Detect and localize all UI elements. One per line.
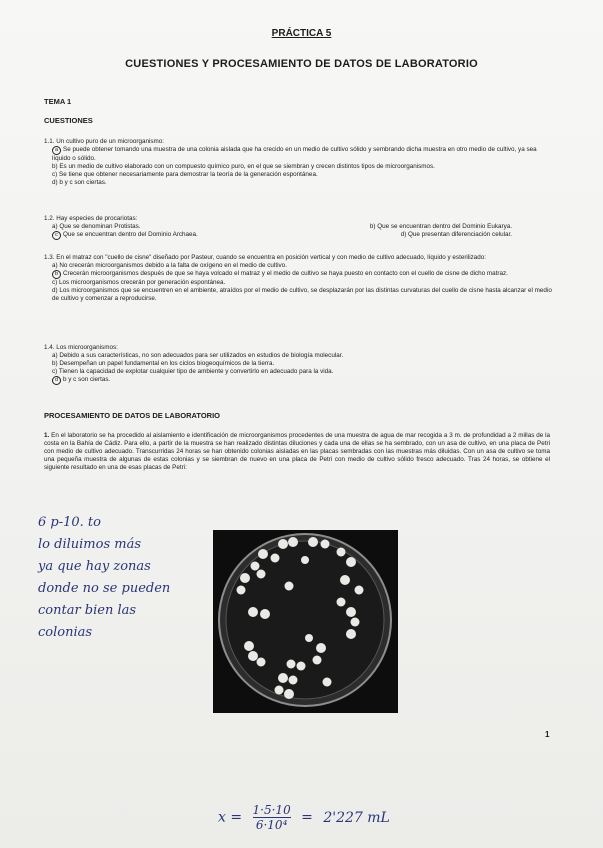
formula-numerator: 1·5·10 <box>252 803 291 817</box>
handwritten-formula <box>218 803 390 832</box>
question-stem: 1.4. Los microorganismos: <box>44 344 118 351</box>
handwritten-line: ya que hay zonas <box>38 559 151 574</box>
option-c: c Que se encuentran dentro del Dominio Archaea. <box>52 231 198 240</box>
handwritten-line: colonias <box>38 625 93 640</box>
page-subtitle: CUESTIONES Y PROCESAMIENTO DE DATOS DE LABORATORIO <box>125 58 478 70</box>
petri-dish-photo <box>213 530 398 713</box>
cuestiones-heading: CUESTIONES <box>44 116 93 125</box>
option-a: a) Que se denominan Protistas. <box>52 223 141 230</box>
question-stem: 1.3. En el matraz con "cuello de cisne" diseñado por Pasteur, cuando se encuentra en posición vertical y con medio de cultivo adecuado, líquido y esterilizado: <box>44 254 487 261</box>
petri-dish-illustration <box>213 530 398 713</box>
handwritten-line: lo diluimos más <box>38 537 141 552</box>
formula-result: 2'227 mL <box>323 809 390 826</box>
question-1-4 <box>44 344 552 385</box>
formula-left: x = <box>218 809 243 826</box>
question-1-2 <box>44 215 552 240</box>
option-b: b Crecerán microorganismos después de que se haya volcado el matraz y el medio de cultivo se haya puesto en contacto con el cuello de cisne de dicho matraz. <box>44 270 552 279</box>
question-1-3 <box>44 254 552 303</box>
option-d: d) Los microorganismos que se encuentren en el ambiente, atraídos por el medio de cultivo, se desplazarán por las distintas curvaturas del cuello de cisne hasta alcanzar el medio de cultivo y comenzar a reproducirse. <box>52 287 552 302</box>
question-stem: 1.2. Hay especies de procariotas: <box>44 215 138 222</box>
answer-circle: a <box>52 146 61 155</box>
option-a: a Se puede obtener tomando una muestra de una colonia aislada que ha crecido en un medio de cultivo sólido y sembrando dicha muestra en otro medio de cultivo, ya sea líquido o sólido. <box>52 146 537 162</box>
procesamiento-heading: PROCESAMIENTO DE DATOS DE LABORATORIO <box>44 411 220 420</box>
margin-mark: 1 <box>545 730 550 739</box>
answer-circle: d <box>52 376 61 385</box>
tema-heading: TEMA 1 <box>44 97 72 106</box>
option-a: a) No crecerán microorganismos debido a la falta de oxígeno en el medio de cultivo. <box>52 262 287 269</box>
question-1-1 <box>44 138 552 187</box>
page-title: PRÁCTICA 5 <box>271 28 332 39</box>
problem-text: En el laboratorio se ha procedido al aislamiento e identificación de microorganismos procedentes de una muestra de agua de mar recogida a 3 m. de profundidad a 2 millas de la costa en la Bahía de Cádiz. Para ello, a partir de la muestra se han realizado distintas diluciones y cada una de ellas se ha sembrado, con un asa de cultivo, en una placa de Petri con medio de cultivo adecuado. Transcurridas 24 horas se han obtenido colonias aisladas en las placas sembradas con las muestras más diluidas. Con un asa de cultivo se toma una pequeña muestra de algunas de estas colonias y se siembran de nuevo en una placa de Petri con medio de cultivo sólido fresco adecuado. Tras 24 horas, se obtiene el siguiente resultado en una de esas placas de Petri: <box>44 432 551 471</box>
option-c: c) Los microorganismos crecerán por generación espontánea. <box>52 279 226 286</box>
answer-circle: c <box>52 231 61 240</box>
question-stem: 1.1. Un cultivo puro de un microorganismo: <box>44 138 165 145</box>
handwritten-line: donde no se pueden <box>38 581 171 596</box>
option-c: c) Se tiene que obtener necesariamente para demostrar la teoría de la generación espontánea. <box>52 171 318 178</box>
handwritten-line: 6 p-10. to <box>38 515 101 530</box>
option-d: d b y c son ciertas. <box>44 376 552 385</box>
problem-number: 1. <box>44 432 50 439</box>
option-b: b) Es un medio de cultivo elaborado con un compuesto químico puro, en el que se siembran y crecen distintos tipos de microorganismos. <box>52 163 435 170</box>
handwritten-line: contar bien las <box>38 603 137 618</box>
option-b: b) Que se encuentran dentro del Dominio Eukarya. <box>369 223 512 230</box>
problem-statement <box>44 432 550 472</box>
handwritten-answer <box>38 512 208 644</box>
option-c: c) Tienen la capacidad de explotar cualquier tipo de ambiente y convertirlo en adecuado para la vida. <box>52 368 334 375</box>
formula-fraction <box>253 803 291 832</box>
formula-denominator: 6·10⁴ <box>255 818 288 832</box>
formula-equals: = <box>301 809 313 826</box>
option-d: d) b y c son ciertas. <box>52 179 107 186</box>
option-d: d) Que presentan diferenciación celular. <box>400 231 512 238</box>
option-b: b) Desempeñan un papel fundamental en los ciclos biogeoquímicos de la tierra. <box>52 360 275 367</box>
answer-circle: b <box>52 270 61 279</box>
option-a: a) Debido a sus características, no son adecuados para ser utilizados en estudios de biología molecular. <box>52 352 344 359</box>
